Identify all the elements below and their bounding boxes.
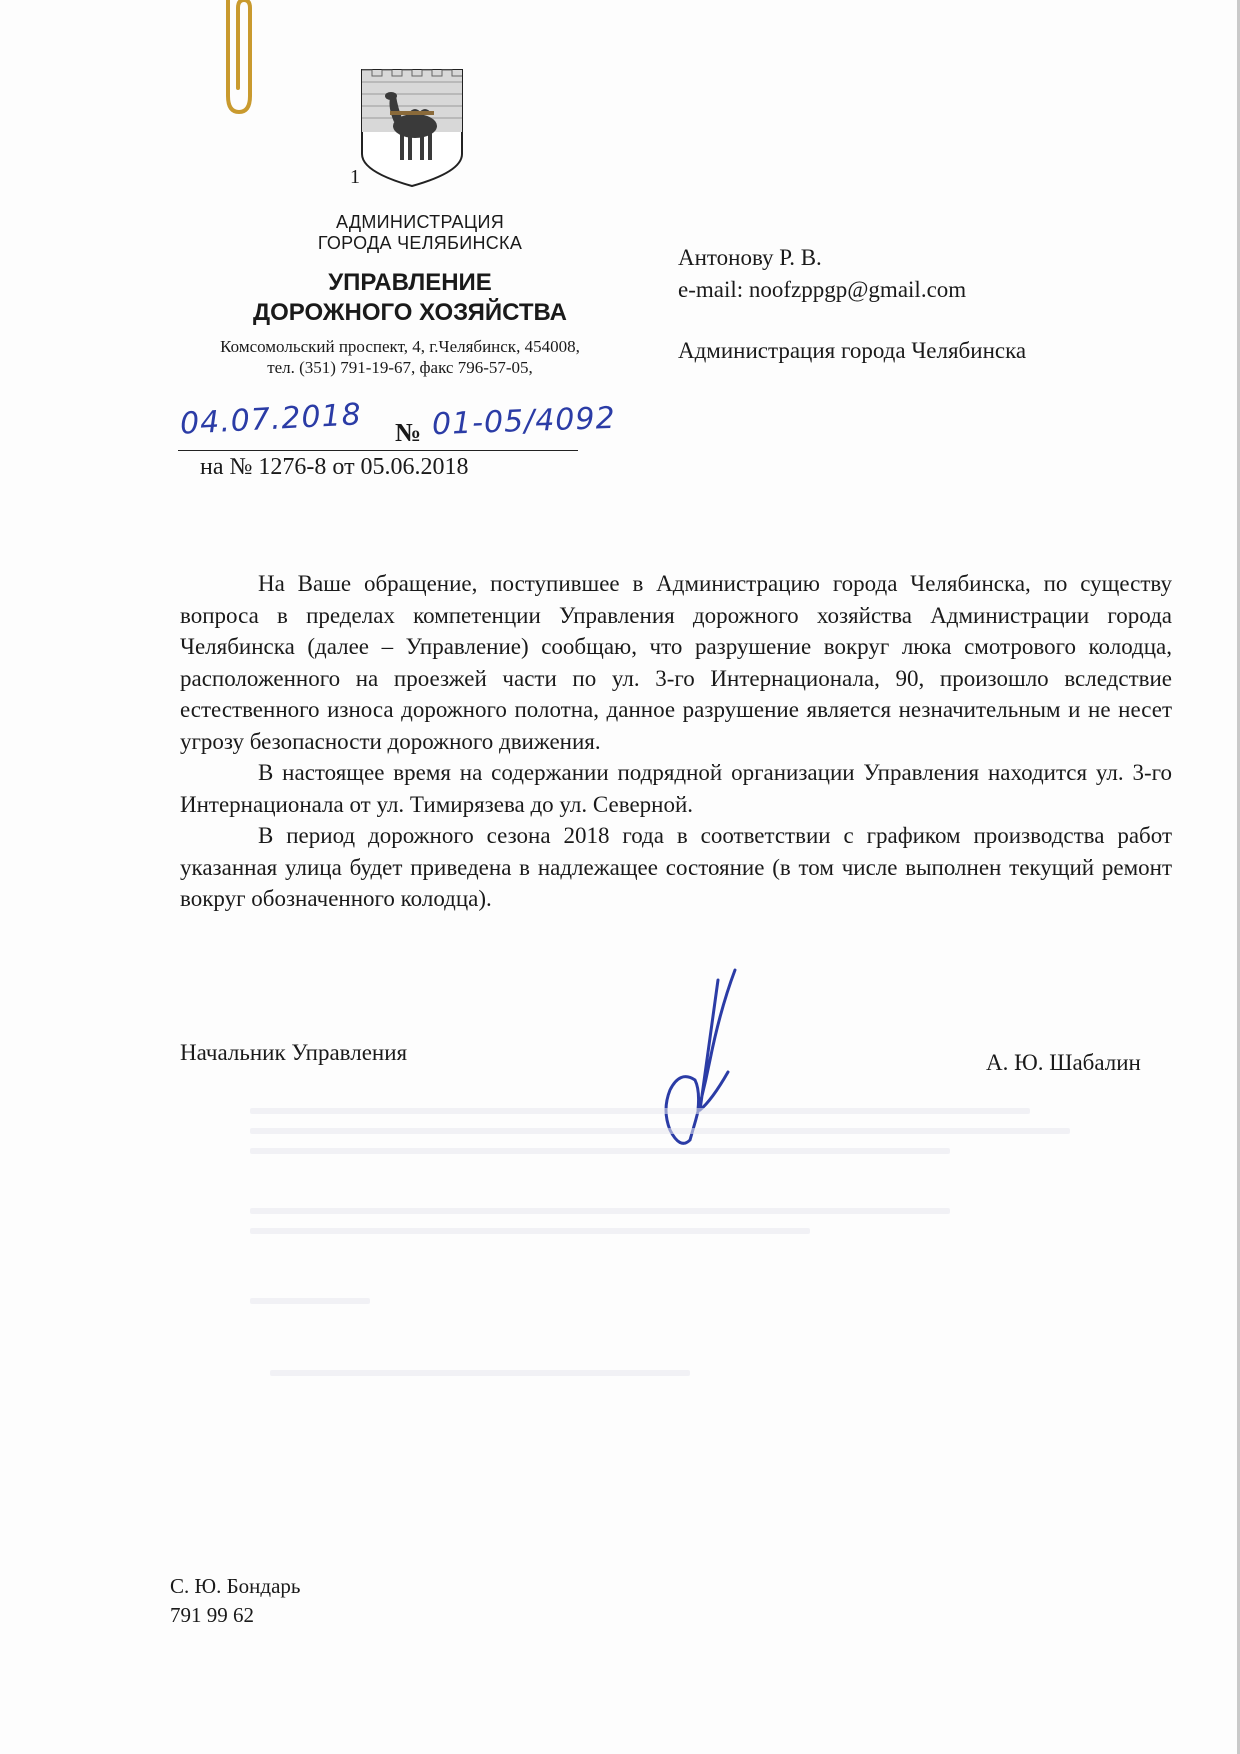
bleed-through-line bbox=[250, 1128, 1070, 1134]
registration-reference: на № 1276-8 от 05.06.2018 bbox=[200, 454, 469, 480]
signatory-name: А. Ю. Шабалин bbox=[986, 1050, 1141, 1075]
registration-date: 04.07.2018 bbox=[179, 397, 363, 442]
paper-clip-icon bbox=[218, 0, 260, 118]
department-name bbox=[200, 268, 620, 328]
addressee-block bbox=[678, 242, 966, 306]
coat-number: 1 bbox=[350, 166, 360, 188]
bleed-through-line bbox=[270, 1370, 690, 1376]
signatory-title: Начальник Управления bbox=[180, 1040, 408, 1065]
addressee-name: Антонову Р. В. bbox=[678, 245, 822, 270]
admin-line-2: ГОРОДА ЧЕЛЯБИНСКА bbox=[317, 233, 523, 253]
bleed-through-line bbox=[250, 1208, 950, 1214]
chelyabinsk-coat-of-arms-icon bbox=[360, 68, 464, 188]
bleed-through-line bbox=[250, 1298, 370, 1304]
bleed-through-line bbox=[250, 1148, 950, 1154]
bleed-through-line bbox=[250, 1108, 1030, 1114]
letter-body bbox=[180, 568, 1172, 915]
body-paragraph-3: В период дорожного сезона 2018 года в соответствии с графиком производства работ указанная улица будет приведена в надлежащее состояние (в том числе выполнен текущий ремонт вокруг обозначенного колодца). bbox=[180, 823, 1172, 911]
department-phones: тел. (351) 791-19-67, факс 796-57-05, bbox=[267, 358, 533, 377]
handwritten-signature bbox=[640, 950, 770, 1150]
registration-number: 01-05/4092 bbox=[431, 400, 617, 443]
executor-phone: 791 99 62 bbox=[170, 1603, 254, 1627]
registration-underline bbox=[178, 450, 578, 451]
body-paragraph-2: В настоящее время на содержании подрядной организации Управления находится ул. 3-го Интернационала от ул. Тимирязева до ул. Северной. bbox=[180, 760, 1172, 817]
department-line-2: ДОРОЖНОГО ХОЗЯЙСТВА bbox=[253, 299, 567, 326]
department-line-1: УПРАВЛЕНИЕ bbox=[328, 269, 492, 296]
department-contacts bbox=[180, 336, 620, 378]
addressee-organization: Администрация города Челябинска bbox=[678, 338, 1027, 363]
admin-name bbox=[220, 212, 620, 254]
admin-line-1: АДМИНИСТРАЦИЯ bbox=[335, 212, 505, 232]
body-paragraph-1: На Ваше обращение, поступившее в Администрацию города Челябинска, по существу вопроса в пределах компетенции Управления дорожного хозяйства Администрации города Челябинска (далее – Управление) сообщаю, что разрушение вокруг люка смотрового колодца, расположенного на проезжей части по ул. 3-го Интернационала, 90, произошло вследствие естественного износа дорожного полотна, данное разрушение является незначительным и не несет угрозу безопасности дорожного движения. bbox=[180, 571, 1172, 754]
executor-block bbox=[170, 1572, 300, 1630]
executor-name: С. Ю. Бондарь bbox=[170, 1574, 301, 1598]
department-address: Комсомольский проспект, 4, г.Челябинск, 454008, bbox=[220, 337, 580, 356]
bleed-through-line bbox=[250, 1228, 810, 1234]
registration-number-sign: № bbox=[395, 418, 422, 447]
addressee-email: e-mail: noofzppgp@gmail.com bbox=[678, 277, 967, 302]
